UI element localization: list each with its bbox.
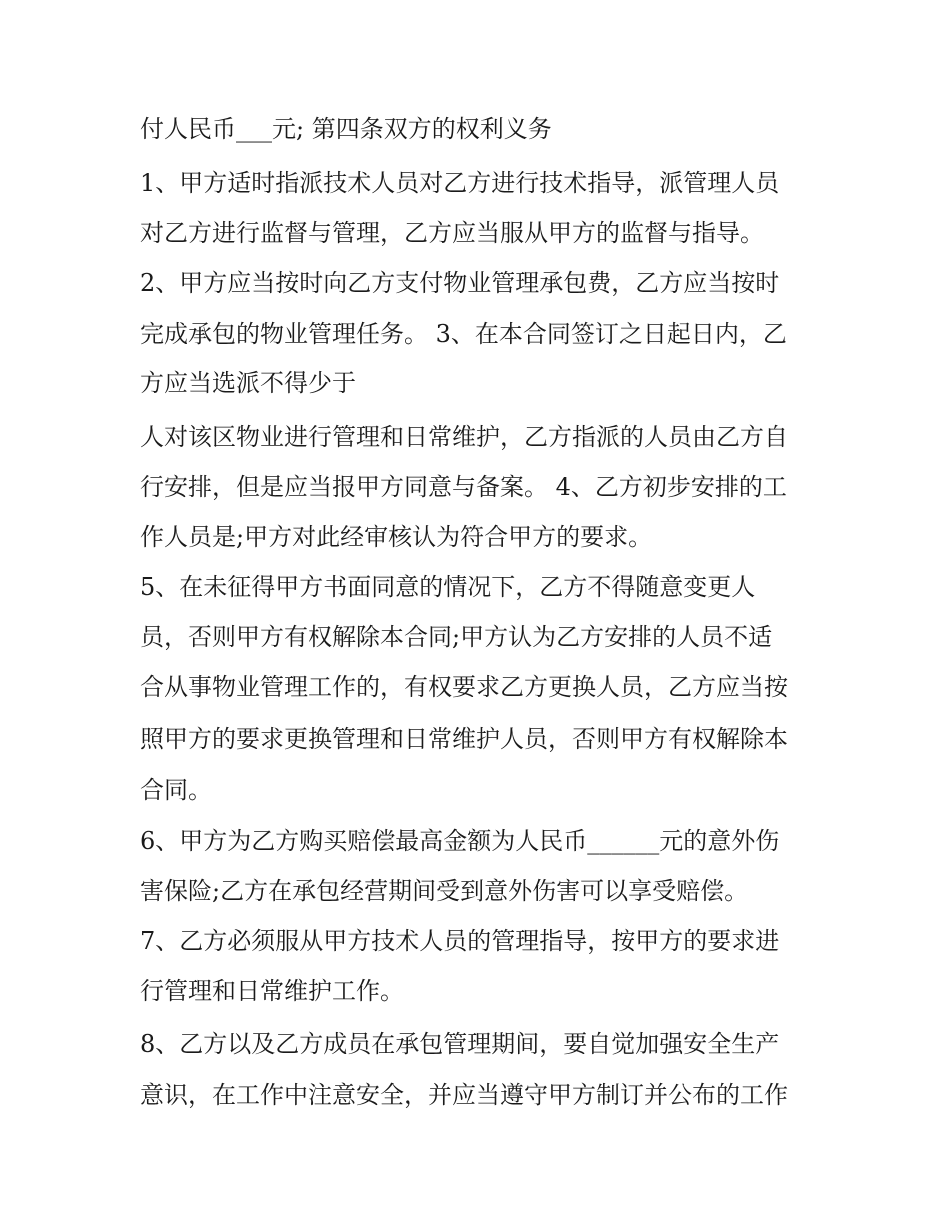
text-line: 完成承包的物业管理任务。 3、在本合同签订之日起日内，乙 bbox=[140, 320, 787, 348]
text-line: 害保险;乙方在承包经营期间受到意外伤害可以享受赔偿。 bbox=[140, 877, 749, 905]
text-line: 照甲方的要求更换管理和日常维护人员，否则甲方有权解除本 bbox=[140, 725, 788, 753]
text-line: 1、甲方适时指派技术人员对乙方进行技术指导，派管理人员 bbox=[140, 169, 780, 197]
text-line: 员，否则甲方有权解除本合同;甲方认为乙方安排的人员不适 bbox=[140, 623, 773, 651]
text-line: 行管理和日常维护工作。 bbox=[140, 977, 404, 1005]
text-line: 合同。 bbox=[140, 776, 212, 804]
text-line: 作人员是;甲方对此经审核认为符合甲方的要求。 bbox=[140, 523, 653, 551]
text-line: 对乙方进行监督与管理，乙方应当服从甲方的监督与指导。 bbox=[140, 219, 764, 247]
text-line: 2、甲方应当按时向乙方支付物业管理承包费，乙方应当按时 bbox=[140, 269, 780, 297]
text-line: 意识，在工作中注意安全，并应当遵守甲方制订并公布的工作 bbox=[140, 1081, 788, 1109]
text-line: 付人民币___元; 第四条双方的权利义务 bbox=[140, 115, 552, 143]
text-line: 6、甲方为乙方购买赔偿最高金额为人民币______元的意外伤 bbox=[140, 827, 780, 855]
text-line: 7、乙方必须服从甲方技术人员的管理指导，按甲方的要求进 bbox=[140, 927, 780, 955]
text-line: 合从事物业管理工作的，有权要求乙方更换人员，乙方应当按 bbox=[140, 673, 788, 701]
text-line: 8、乙方以及乙方成员在承包管理期间，要自觉加强安全生产 bbox=[140, 1030, 780, 1058]
text-line: 行安排，但是应当报甲方同意与备案。 4、乙方初步安排的工 bbox=[140, 473, 787, 501]
text-line: 5、在未征得甲方书面同意的情况下，乙方不得随意变更人 bbox=[140, 573, 756, 601]
text-line: 人对该区物业进行管理和日常维护，乙方指派的人员由乙方自 bbox=[140, 423, 788, 451]
text-line: 方应当选派不得少于 bbox=[140, 369, 356, 397]
